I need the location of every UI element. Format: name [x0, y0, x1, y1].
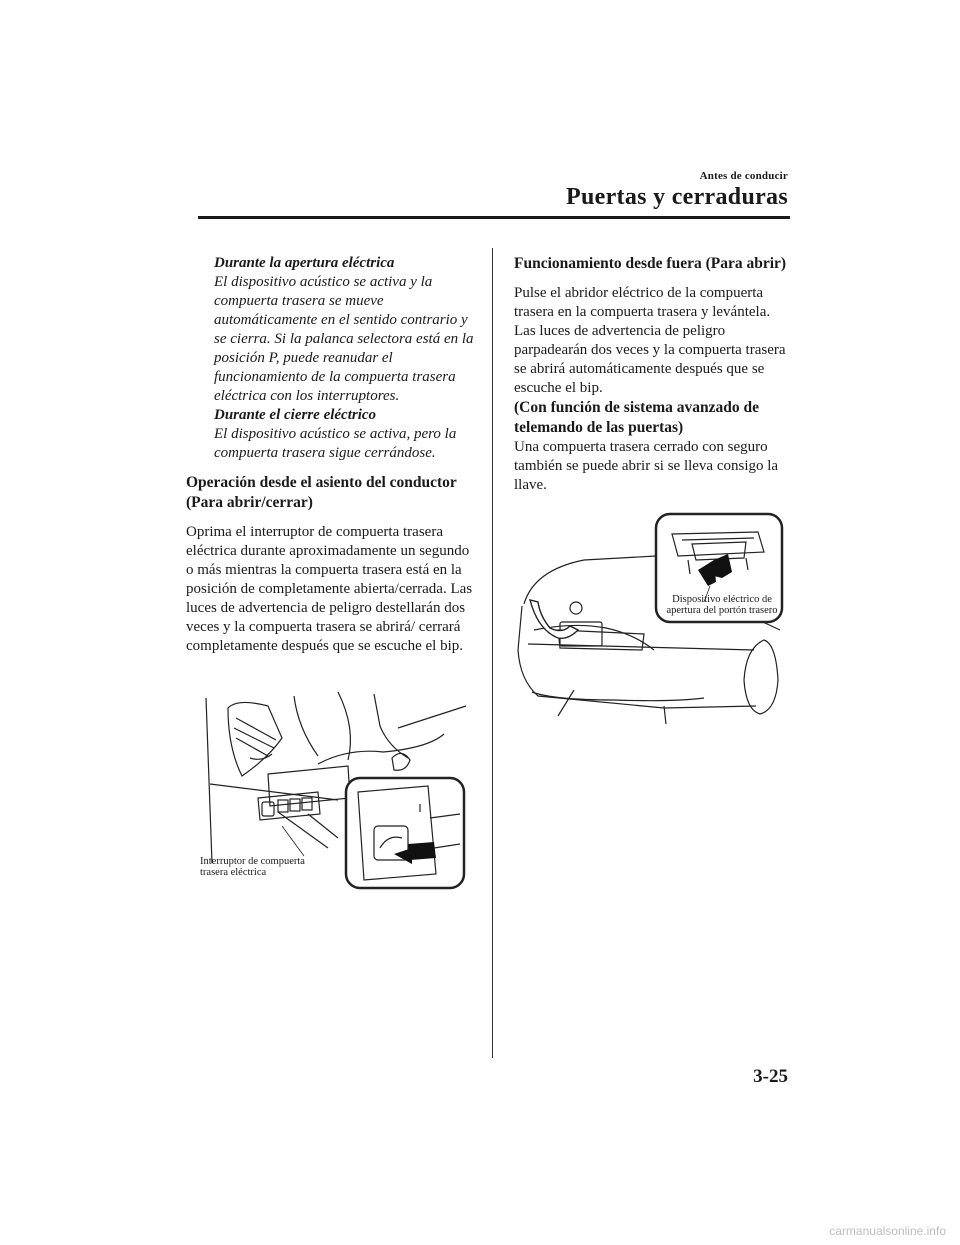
outside-text: Pulse el abridor eléctrico de la compuerta trasera en la compuerta trasera y levántela. Las luces de advertencia de peligro parpadearán dos veces y la compuerta trasera se abrirá automáticamente después que se escuche el bip. — [514, 285, 786, 396]
note-block — [186, 254, 480, 463]
left-column — [186, 254, 480, 656]
switch-caption: Interruptor de compuerta trasera eléctrica — [200, 856, 305, 878]
right-column — [514, 254, 790, 495]
page-title: Puertas y cerraduras — [566, 184, 788, 210]
closing-title: Durante el cierre eléctrico — [214, 407, 377, 423]
closing-text: El dispositivo acústico se activa, pero la compuerta trasera sigue cerrándose. — [214, 426, 457, 461]
driver-text: Oprima el interruptor de compuerta trasera eléctrica durante aproximadamente un segundo o más mientras la compuerta trasera está en la posición de completamente abierta/cerrada. Las luces de advertencia de peligro destellarán dos veces y la compuerta trasera se abrirá/ cerrará completamente después que se escuche el bip. — [186, 524, 473, 654]
outside-heading: Funcionamiento desde fuera (Para abrir) — [514, 255, 787, 272]
watermark: carmanualsonline.info — [829, 1224, 946, 1238]
tailgate-figure — [514, 510, 784, 740]
page-number: 3-25 — [753, 1066, 788, 1087]
header-rule — [198, 216, 790, 219]
column-divider — [492, 248, 493, 1058]
keyless-text: Una compuerta trasera cerrado con seguro también se puede abrir si se lleva consigo la llave. — [514, 439, 779, 493]
opening-text: El dispositivo acústico se activa y la compuerta trasera se mueve automáticamente en el sentido contrario y se cierra. Si la palanca selectora está en la posición P, puede reanudar el funcionamiento de la compuerta trasera eléctrica con los interruptores. — [214, 274, 474, 404]
keyless-heading: (Con función de sistema avanzado de telemando de las puertas) — [514, 399, 760, 436]
tailgate-caption: Dispositivo eléctrico de apertura del portón trasero — [666, 594, 778, 616]
driver-heading: Operación desde el asiento del conductor (Para abrir/cerrar) — [186, 474, 457, 511]
opening-title: Durante la apertura eléctrica — [214, 255, 395, 271]
section-label: Antes de conducir — [699, 170, 788, 182]
